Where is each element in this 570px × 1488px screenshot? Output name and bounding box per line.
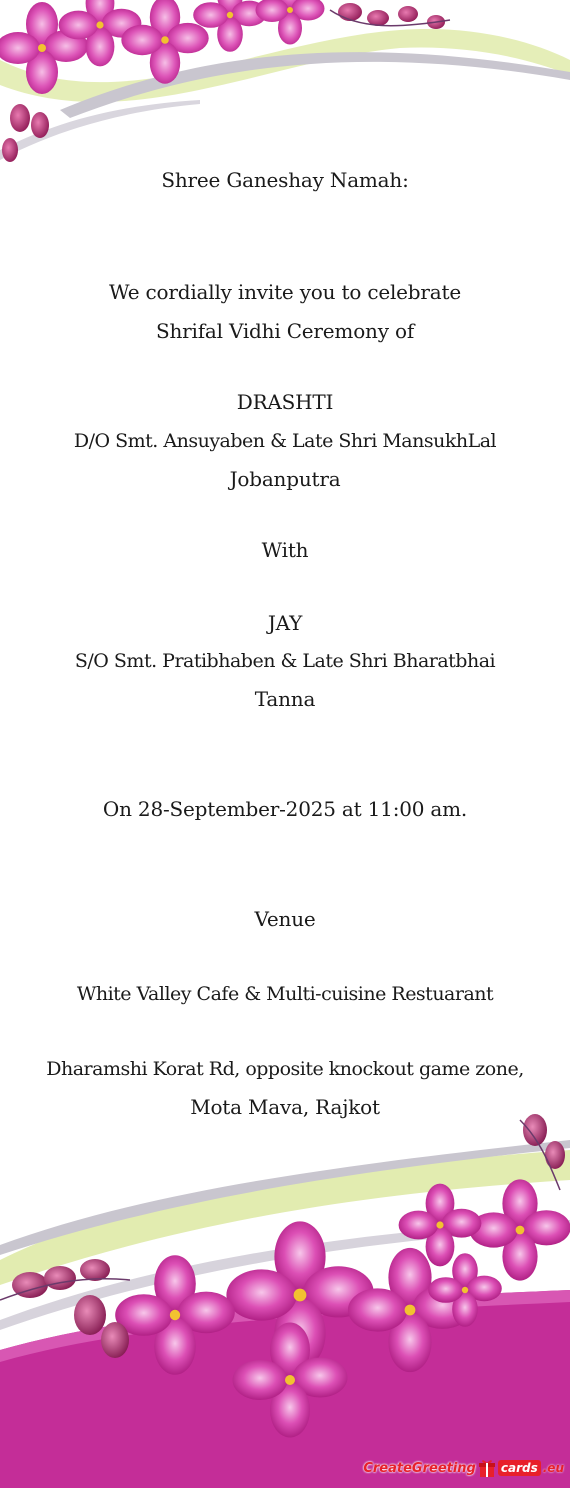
gift-icon: [478, 1458, 496, 1478]
address-line-1: Dharamshi Korat Rd, opposite knockout game zone,: [46, 1058, 524, 1080]
invite-line-1: We cordially invite you to celebrate: [109, 280, 461, 304]
with-text: With: [261, 538, 309, 562]
address-line-2: Mota Mava, Rajkot: [190, 1095, 380, 1119]
groom-name: JAY: [267, 611, 303, 635]
venue-heading: Venue: [254, 907, 316, 931]
watermark-text-part-1: CreateGreeting: [363, 1460, 476, 1476]
invite-line-2: Shrifal Vidhi Ceremony of: [155, 319, 415, 343]
venue-name: White Valley Cafe & Multi-cuisine Restuarant: [76, 983, 494, 1005]
groom-parents-line-2: Tanna: [254, 687, 316, 711]
bride-parents-line-1: D/O Smt. Ansuyaben & Late Shri MansukhLal: [73, 430, 497, 452]
bride-parents-line-2: Jobanputra: [229, 467, 341, 491]
bride-name: DRASHTI: [236, 390, 334, 414]
blessing-text: Shree Ganeshay Namah:: [161, 168, 409, 192]
watermark-text-part-2: cards: [498, 1460, 541, 1476]
groom-parents-line-1: S/O Smt. Pratibhaben & Late Shri Bharatbhai: [74, 650, 496, 672]
watermark-logo[interactable]: [363, 1454, 564, 1482]
bottom-floral-decoration: [0, 1110, 570, 1488]
watermark-text-part-3: .eu: [542, 1461, 564, 1475]
event-date: On 28-September-2025 at 11:00 am.: [102, 797, 468, 821]
